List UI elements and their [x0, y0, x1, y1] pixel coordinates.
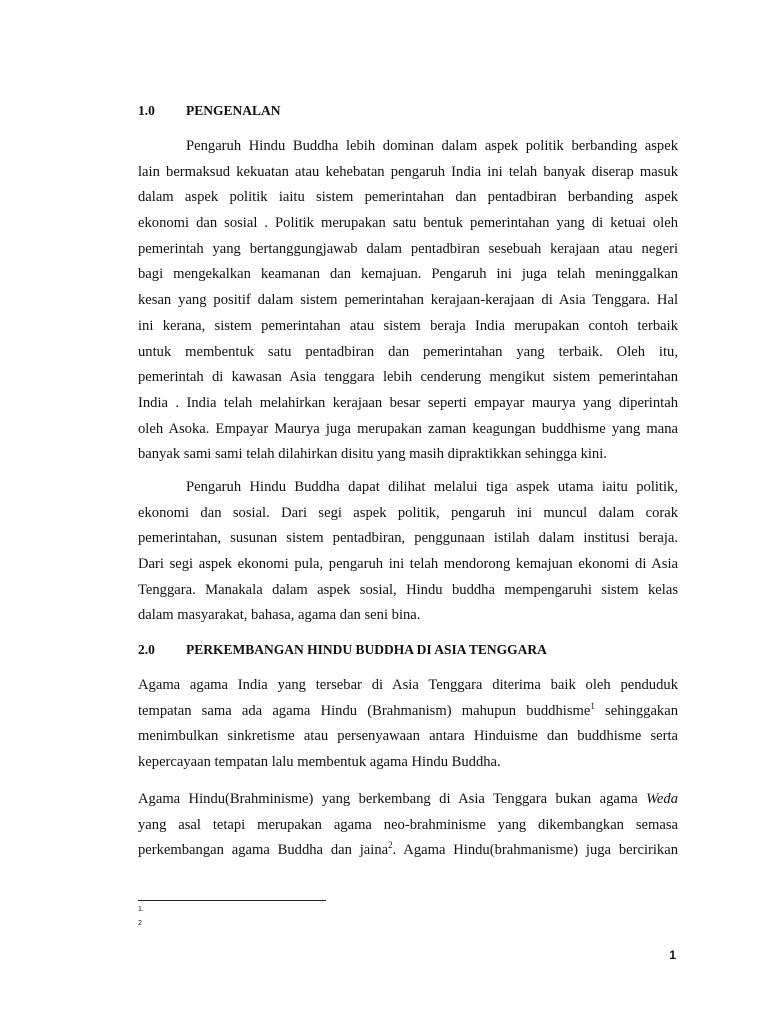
section-number: 2.0 — [138, 642, 155, 657]
page-number: 1 — [669, 948, 676, 962]
section-title: PERKEMBANGAN HINDU BUDDHA DI ASIA TENGGARA — [186, 642, 547, 657]
text-line: dalam masyarakat, bahasa, agama dan seni bina. — [138, 607, 421, 624]
text-line: bagi mengekalkan keamanan dan kemajuan. Pengaruh ini juga telah meninggalkan — [138, 266, 678, 283]
text-line: pemerintah yang bertanggungjawab dalam pentadbiran sesebuah kerajaan atau negeri — [138, 240, 678, 257]
section-heading-1 — [138, 103, 281, 119]
text-line: Dari segi aspek ekonomi pula, pengaruh ini telah mendorong kemajuan ekonomi di Asia — [138, 556, 678, 573]
footnote-separator — [138, 900, 326, 901]
text-line: Pengaruh Hindu Buddha dapat dilihat melalui tiga aspek utama iaitu politik, — [186, 479, 678, 495]
text-line: pemerintahan, susunan sistem pentadbiran, penggunaan istilah dalam institusi beraja. — [138, 530, 678, 547]
text-span: tempatan sama ada agama Hindu (Brahmanism) mahupun buddhisme — [138, 702, 591, 719]
text-line: ekonomi dan sosial . Politik merupakan satu bentuk pemerintahan yang di ketuai oleh — [138, 215, 678, 232]
italic-term: Weda — [646, 791, 678, 807]
footnote-ref: 1 — [590, 700, 595, 711]
footnote-2: 2 — [138, 920, 142, 927]
text-line: lain bermaksud kekuatan atau kehebatan pengaruh India ini telah banyak diserap masuk — [138, 163, 678, 180]
text-line: ini kerana, sistem pemerintahan atau sistem beraja India merupakan contoh terbaik — [138, 317, 678, 334]
text-line: Pengaruh Hindu Buddha lebih dominan dalam aspek politik berbanding aspek — [186, 138, 678, 154]
paragraph-development-2 — [138, 787, 678, 864]
text-line: menimbulkan sinkretisme atau persenyawaan antara Hinduisme dan buddhisme serta — [138, 728, 678, 745]
text-span: . Agama Hindu(brahmanisme) juga bercirikan — [392, 842, 678, 859]
text-line: dalam aspek politik iaitu sistem pemerintahan dan pentadbiran berbanding aspek — [138, 189, 678, 206]
text-span: perkembangan agama Buddha dan jaina — [138, 842, 389, 859]
text-line: kesan yang positif dalam sistem pemerintahan kerajaan-kerajaan di Asia Tenggara. Hal — [138, 292, 678, 309]
text-line: oleh Asoka. Empayar Maurya juga merupakan zaman keagungan buddhisme yang mana — [138, 420, 678, 437]
text-line: kepercayaan tempatan lalu membentuk agama Hindu Buddha. — [138, 754, 501, 771]
paragraph-introduction-2 — [138, 475, 678, 629]
text-line: India . India telah melahirkan kerajaan besar seperti empayar maurya yang diperintah — [138, 394, 678, 411]
text-line: yang asal tetapi merupakan agama neo-brahminisme yang dikembangkan semasa — [138, 816, 678, 833]
text-line: banyak sami sami telah dilahirkan disitu yang masih dipraktikkan sehingga kini. — [138, 446, 607, 463]
text-line — [138, 699, 678, 725]
text-line: Tenggara. Manakala dalam aspek sosial, Hindu buddha mempengaruhi sistem kelas — [138, 581, 678, 598]
text-line: ekonomi dan sosial. Dari segi aspek politik, pengaruh ini muncul dalam corak — [138, 504, 678, 521]
text-line: untuk membentuk satu pentadbiran dan pemerintahan yang terbaik. Oleh itu, — [138, 343, 678, 360]
footnote-ref: 2 — [388, 840, 393, 851]
text-span: Agama Hindu(Brahminisme) yang berkembang di Asia Tenggara bukan agama — [138, 791, 647, 807]
paragraph-introduction-1 — [138, 134, 678, 468]
section-heading-2 — [138, 642, 547, 658]
footnote-1: 1. — [138, 906, 144, 913]
text-line: Agama agama India yang tersebar di Asia Tenggara diterima baik oleh penduduk — [138, 677, 678, 693]
text-line — [138, 838, 678, 864]
section-number: 1.0 — [138, 103, 155, 118]
section-title: PENGENALAN — [186, 103, 281, 118]
text-line — [138, 787, 678, 813]
text-line: pemerintah di kawasan Asia tenggara lebih cenderung mengikut sistem pemerintahan — [138, 369, 678, 386]
paragraph-development-1 — [138, 673, 678, 776]
text-span: sehinggakan — [594, 702, 678, 719]
